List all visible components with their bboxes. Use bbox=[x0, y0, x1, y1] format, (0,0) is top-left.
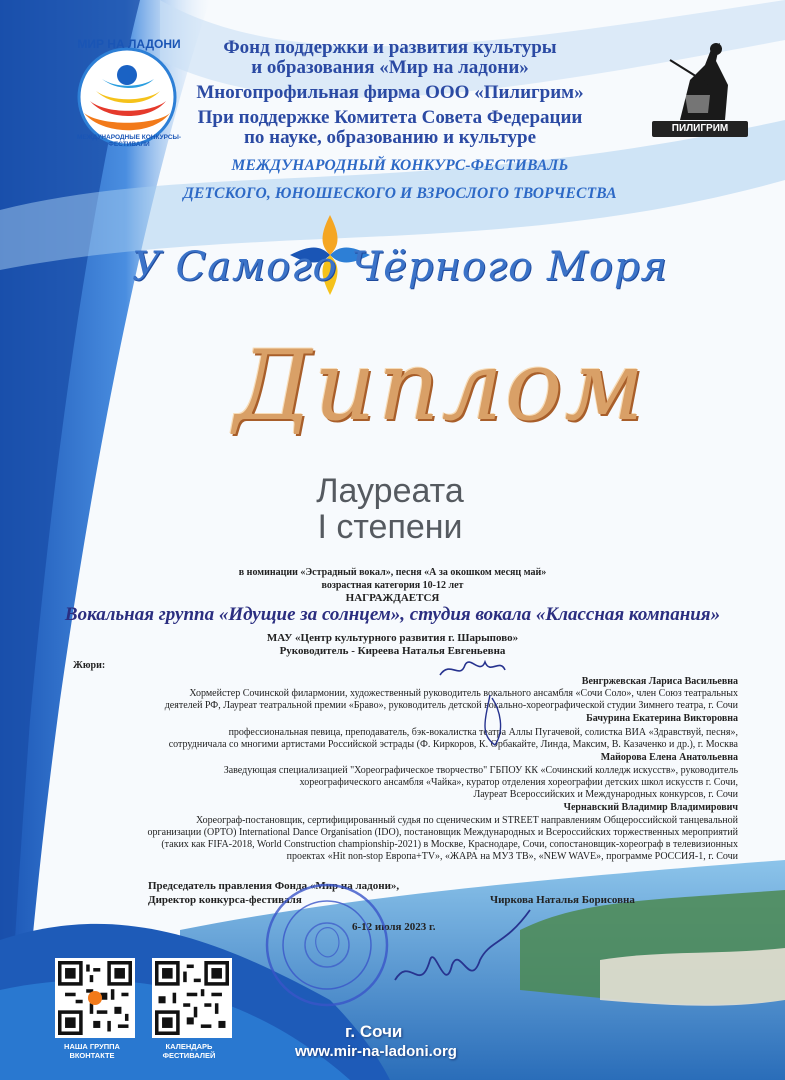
qr-code-calendar[interactable] bbox=[152, 958, 232, 1038]
jury-member-name: Майорова Елена Анатольевна bbox=[600, 752, 738, 763]
qr-code-vk[interactable] bbox=[55, 958, 135, 1038]
degree-line-1: Лауреата bbox=[316, 472, 464, 510]
piligrim-logo bbox=[650, 35, 750, 123]
organization-stamp bbox=[262, 880, 392, 1010]
age-category: возрастная категория 10-12 лет bbox=[321, 580, 464, 591]
jury-member-name: Чернавский Владимир Владимирович bbox=[563, 802, 738, 813]
org-line-2: и образования «Мир на ладони» bbox=[251, 57, 529, 78]
jury-member-desc: сотрудничала со многими артистами Российской эстрады (Ф. Киркоров, К. Орбакайте, Линда, Максим, В. Казаченко и др.), г. Москва bbox=[168, 739, 738, 750]
left-logo-top-text: МИР НА ЛАДОНИ bbox=[77, 37, 181, 51]
org-line-4: При поддержке Комитета Совета Федерации bbox=[197, 107, 583, 128]
recipient: Вокальная группа «Идущие за солнцем», студия вокала «Классная компания» bbox=[64, 604, 721, 625]
qr-label-calendar-2: ФЕСТИВАЛЕЙ bbox=[162, 1051, 216, 1060]
jury-member-desc: Хормейстер Сочинской филармонии, художественный руководитель вокального ансамбля «Сочи Соло», член Союз театральных bbox=[189, 688, 738, 699]
jury-member-desc: деятелей РФ, Лауреат театральной премии «Браво», руководитель детской вокально-хореографической студии Зимнего театра, г. Сочи bbox=[164, 700, 738, 711]
signer-name: Чиркова Наталья Борисовна bbox=[490, 894, 635, 906]
footer-url-link[interactable]: www.mir-na-ladoni.org bbox=[295, 1043, 457, 1060]
festival-line-2: ДЕТСКОГО, ЮНОШЕСКОГО И ВЗРОСЛОГО ТВОРЧЕСТВА bbox=[183, 185, 617, 202]
jury-member-desc: Хореограф-постановщик, сертифицированный судья по сценическим и STREET направлениям Общероссийской танцевальной bbox=[196, 815, 738, 826]
leader: Руководитель - Киреева Наталья Евгеньевна bbox=[279, 645, 506, 657]
diploma-title: Диплом bbox=[233, 330, 647, 442]
director-signature bbox=[390, 905, 540, 1000]
qr-label-vk-2: ВКОНТАКТЕ bbox=[69, 1051, 115, 1060]
jury-label: Жюри: bbox=[73, 660, 106, 671]
qr-label-calendar-1: КАЛЕНДАРЬ bbox=[165, 1042, 213, 1051]
jury-member-desc: (таких как FIFA-2018, World Construction championship-2021) в Москве, Краснодаре, Сочи, сопостановщик-хореограф в телевизионных bbox=[161, 839, 738, 850]
jury-member-desc: организации (ОРТО) International Dance Organisation (IDO), постановщик Международных и Всероссийских торжественных мероприятий bbox=[147, 827, 738, 838]
piligrim-logo-caption: ПИЛИГРИМ bbox=[652, 121, 748, 137]
nomination: в номинации «Эстрадный вокал», песня «А за окошком месяц май» bbox=[238, 567, 547, 578]
jury-member-desc: Заведующая специализацией "Хореографическое творчество" ГБПОУ КК «Сочинский колледж искусств», руководитель bbox=[223, 765, 738, 776]
institution: МАУ «Центр культурного развития г. Шарыпово» bbox=[266, 632, 519, 644]
left-logo-bottom-text: МЕЖДУНАРОДНЫЕ КОНКУРСЫ-ФЕСТИВАЛИ bbox=[76, 134, 182, 148]
footer-city: г. Сочи bbox=[345, 1022, 403, 1041]
jury-signatures bbox=[430, 650, 550, 760]
qr-label-vk-1: НАША ГРУППА bbox=[64, 1042, 120, 1051]
jury-member-desc: проектах «Hit non-stop Европа+TV», «ЖАРА на МУЗ ТВ», «NEW WAVE», программе РОССИЯ-1, г. Сочи bbox=[286, 851, 738, 862]
jury-member-desc: хореографического ансамбля «Чайка», куратор отделения хореографии детских школ искусств г. Сочи, bbox=[299, 777, 738, 788]
festival-title: У Самого Чёрного Моря bbox=[131, 244, 669, 290]
event-date: 6-12 июля 2023 г. bbox=[352, 921, 436, 933]
org-line-1: Фонд поддержки и развития культуры bbox=[223, 37, 557, 58]
jury-member-name: Бачурина Екатерина Викторовна bbox=[586, 713, 738, 724]
org-line-5: по науке, образованию и культуре bbox=[243, 127, 537, 148]
org-line-3: Многопрофильная фирма ООО «Пилигрим» bbox=[196, 82, 584, 103]
jury-member-desc: профессиональная певица, преподаватель, бэк-вокалистка театра Аллы Пугачевой, солистка ВИА «Здравствуй, песня», bbox=[228, 727, 738, 738]
awarded-label: НАГРАЖДАЕТСЯ bbox=[345, 592, 440, 604]
jury-member-name: Венгржевская Лариса Васильевна bbox=[581, 676, 738, 687]
degree-line-2: I степени bbox=[317, 508, 463, 546]
festival-line-1: МЕЖДУНАРОДНЫЙ КОНКУРС-ФЕСТИВАЛЬ bbox=[231, 157, 569, 174]
jury-member-desc: Лауреат Всероссийских и Международных конкурсов, г. Сочи bbox=[473, 789, 738, 800]
signature-line-1: Председатель правления Фонда «Мир на ладони», bbox=[148, 880, 400, 892]
signature-line-2: Директор конкурса-фестиваля bbox=[148, 894, 302, 906]
